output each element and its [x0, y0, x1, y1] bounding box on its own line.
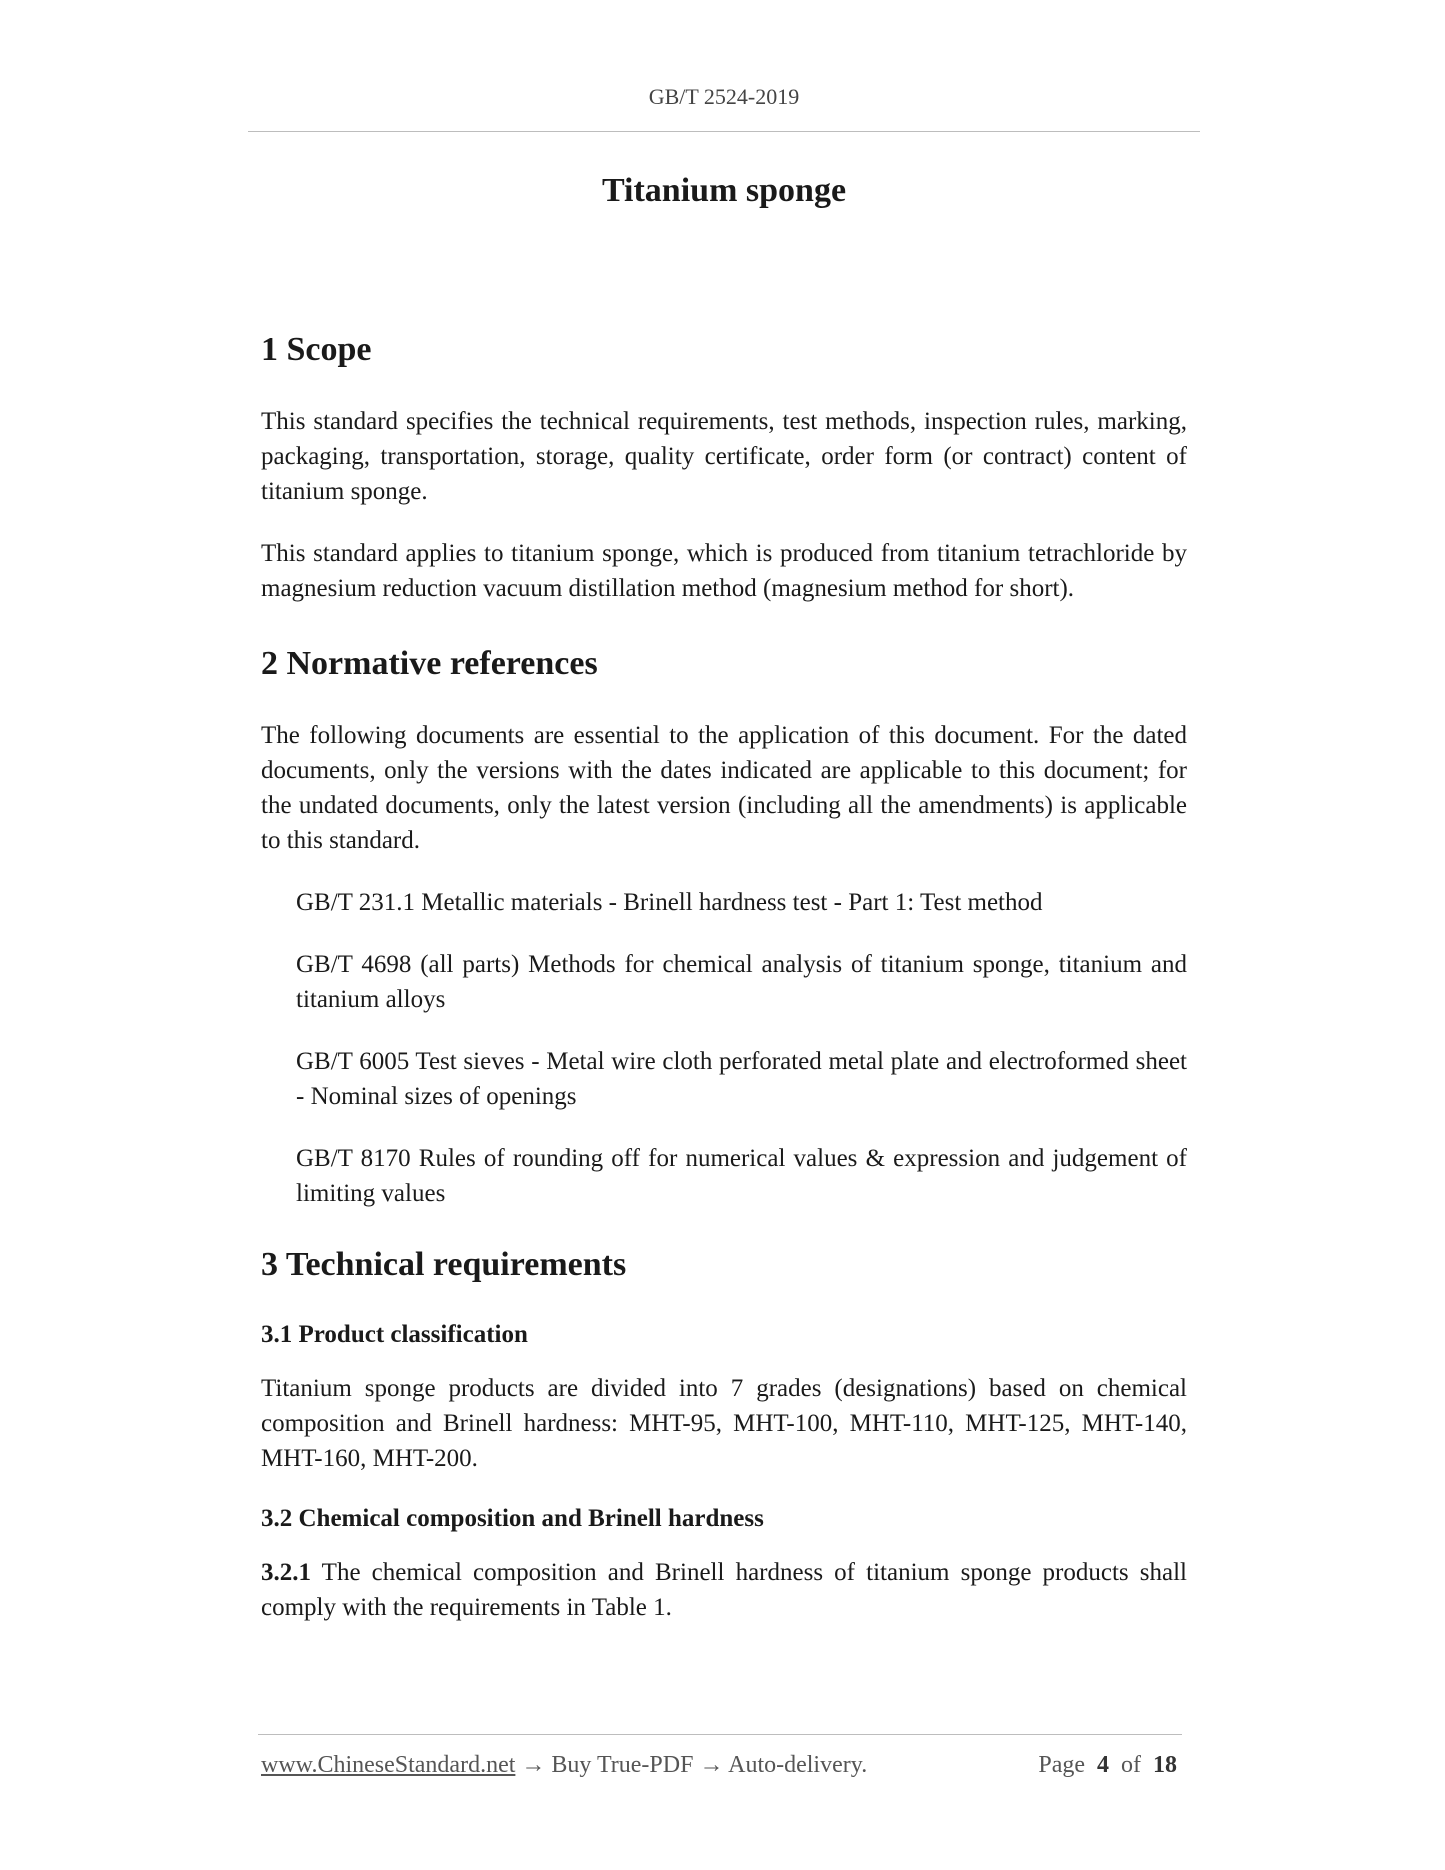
- document-title: Titanium sponge: [601, 172, 847, 209]
- reference-item: GB/T 231.1 Metallic materials - Brinell hardness test - Part 1: Test method: [296, 889, 1043, 916]
- header-divider: [248, 131, 1200, 132]
- site-link[interactable]: www.ChineseStandard.net: [261, 1752, 516, 1778]
- footer-divider: [258, 1734, 1182, 1735]
- references-intro-paragraph: The following documents are essential to the application of this document. For the dated documents, only the versions with the dates indicated are applicable to this document; for the undated documents, only the latest version (including all the amendments) is applicable to this standard.: [261, 722, 1187, 854]
- page-total: 18: [1153, 1752, 1177, 1778]
- scope-paragraph-2: This standard applies to titanium sponge, which is produced from titanium tetrachloride by magnesium reduction vacuum distillation method (magnesium method for short).: [261, 540, 1187, 602]
- scope-paragraph-1: This standard specifies the technical requirements, test methods, inspection rules, marking, packaging, transportation, storage, quality certificate, order form (or contract) content of titanium sponge.: [261, 408, 1187, 505]
- section-technical-requirements: [261, 1245, 1187, 1625]
- page-number: 4: [1097, 1752, 1109, 1778]
- promo-text: → Buy True-PDF → Auto-delivery.: [515, 1752, 868, 1778]
- subsection-heading-composition: 3.2 Chemical composition and Brinell hardness: [261, 1505, 764, 1532]
- clause-number: 3.2.1: [261, 1559, 311, 1586]
- subsection-heading-classification: 3.1 Product classification: [261, 1321, 528, 1348]
- section-normative-references: [261, 644, 1187, 1211]
- footer-promo: [261, 1752, 867, 1779]
- section-scope: [261, 330, 1187, 606]
- running-header: GB/T 2524-2019: [648, 84, 800, 109]
- clause-3-2-1: [261, 1555, 1187, 1625]
- page-label: Page: [1038, 1752, 1085, 1778]
- reference-item: GB/T 8170 Rules of rounding off for numerical values & expression and judgement of limiting values: [296, 1145, 1187, 1207]
- reference-item: GB/T 4698 (all parts) Methods for chemical analysis of titanium sponge, titanium and titanium alloys: [296, 951, 1187, 1013]
- classification-paragraph: Titanium sponge products are divided into 7 grades (designations) based on chemical composition and Brinell hardness: MHT-95, MHT-100, MHT-110, MHT-125, MHT-140, MHT-160, MHT-200.: [261, 1375, 1187, 1472]
- page-indicator: [1038, 1752, 1177, 1779]
- of-label: of: [1121, 1752, 1141, 1778]
- document-body: [261, 330, 1187, 1652]
- section-heading-technical: 3 Technical requirements: [261, 1246, 627, 1283]
- section-heading-scope: 1 Scope: [261, 331, 372, 368]
- clause-text: The chemical composition and Brinell hardness of titanium sponge products shall comply with the requirements in Table 1.: [261, 1559, 1187, 1621]
- reference-item: GB/T 6005 Test sieves - Metal wire cloth perforated metal plate and electroformed sheet - Nominal sizes of openings: [296, 1048, 1187, 1110]
- section-heading-references: 2 Normative references: [261, 645, 598, 682]
